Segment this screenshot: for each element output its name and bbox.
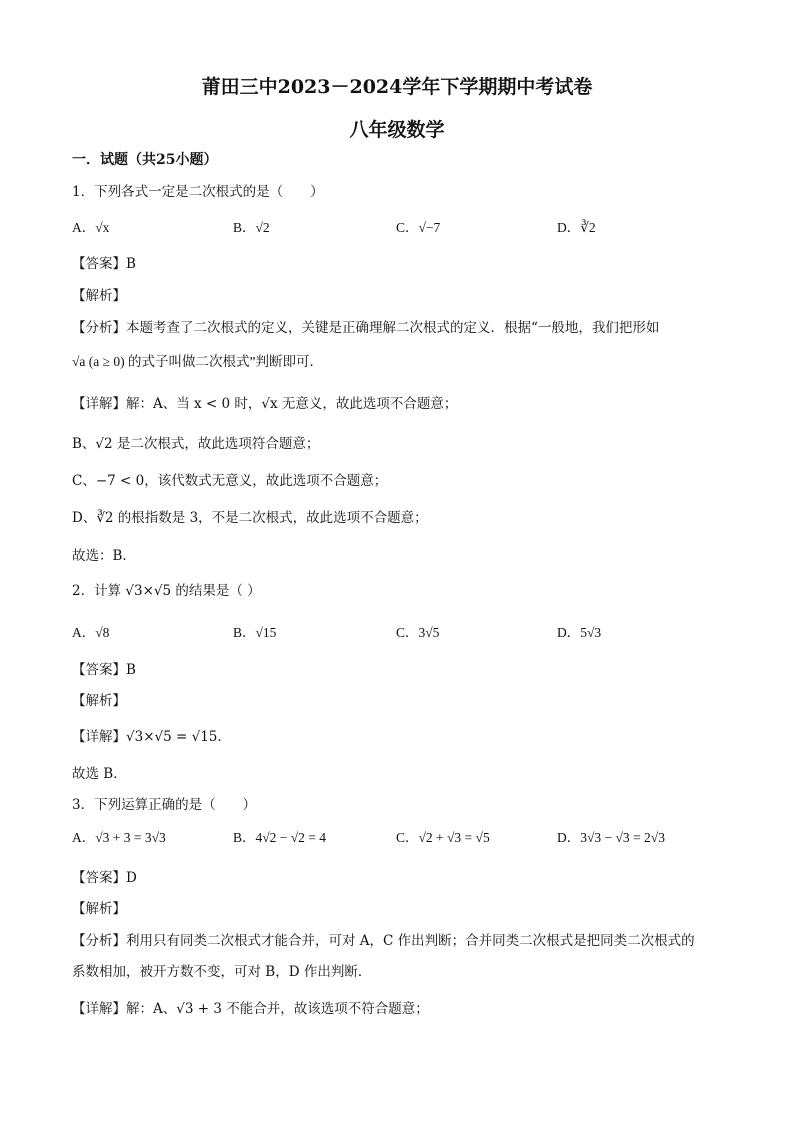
exam-subtitle: 八年级数学 <box>349 119 445 141</box>
analysis-line: 【分析】本题考查了二次根式的定义，关键是正确理解二次根式的定义．根据“一般地，我们把形如 <box>72 320 660 336</box>
analysis-line: 【分析】利用只有同类二次根式才能合并，可对 A，C 作出判断；合并同类二次根式是把同类二次根式的 <box>72 933 695 949</box>
option-c: C．√2 + √3 = √5 <box>396 830 490 845</box>
answer-label: 【答案】B <box>72 256 136 272</box>
option-a: A．√3 + 3 = 3√3 <box>72 830 166 845</box>
option-d: D．3√3 − √3 = 2√3 <box>557 830 665 845</box>
analysis-line: 【详解】√3×√5 = √15． <box>72 729 231 745</box>
question-stem: 3．下列运算正确的是（ ） <box>72 797 257 813</box>
analysis-line: √a (a ≥ 0) 的式子叫做二次根式”判断即可． <box>72 354 324 369</box>
analysis-label: 【解析】 <box>72 693 126 709</box>
analysis-line: C、−7 < 0，该代数式无意义，故此选项不合题意； <box>72 473 388 489</box>
analysis-line: 故选 B． <box>72 766 127 782</box>
analysis-label: 【解析】 <box>72 901 126 917</box>
option-b: B．√15 <box>233 625 277 640</box>
answer-label: 【答案】D <box>72 870 137 886</box>
option-b: B．4√2 − √2 = 4 <box>233 830 327 845</box>
analysis-line: B、√2 是二次根式，故此选项符合题意； <box>72 436 320 452</box>
option-c: C．3√5 <box>396 625 440 640</box>
exam-title: 莆田三中2023－2024学年下学期期中考试卷 <box>201 76 593 98</box>
analysis-line: 【详解】解：A、当 x < 0 时，√x 无意义，故此选项不合题意； <box>72 396 458 412</box>
option-b: B．√2 <box>233 220 270 235</box>
section-heading: 一．试题（共25小题） <box>72 152 218 168</box>
analysis-label: 【解析】 <box>72 288 126 304</box>
option-c: C．√−7 <box>396 220 441 235</box>
analysis-line: D、∛2 的根指数是 3，不是二次根式，故此选项不合题意； <box>72 510 428 526</box>
analysis-line: 故选：B． <box>72 548 136 564</box>
option-a: A．√8 <box>72 625 110 640</box>
option-a: A．√x <box>72 220 110 235</box>
option-d: D．5√3 <box>557 625 602 640</box>
analysis-line: 【详解】解：A、√3 + 3 不能合并，故该选项不符合题意； <box>72 1001 429 1017</box>
question-stem: 2．计算 √3×√5 的结果是（ ） <box>72 583 261 599</box>
analysis-line: 系数相加，被开方数不变，可对 B，D 作出判断． <box>72 964 372 980</box>
option-d: D．∛2 <box>557 220 596 235</box>
question-stem: 1．下列各式一定是二次根式的是（ ） <box>72 184 324 200</box>
answer-label: 【答案】B <box>72 662 136 678</box>
